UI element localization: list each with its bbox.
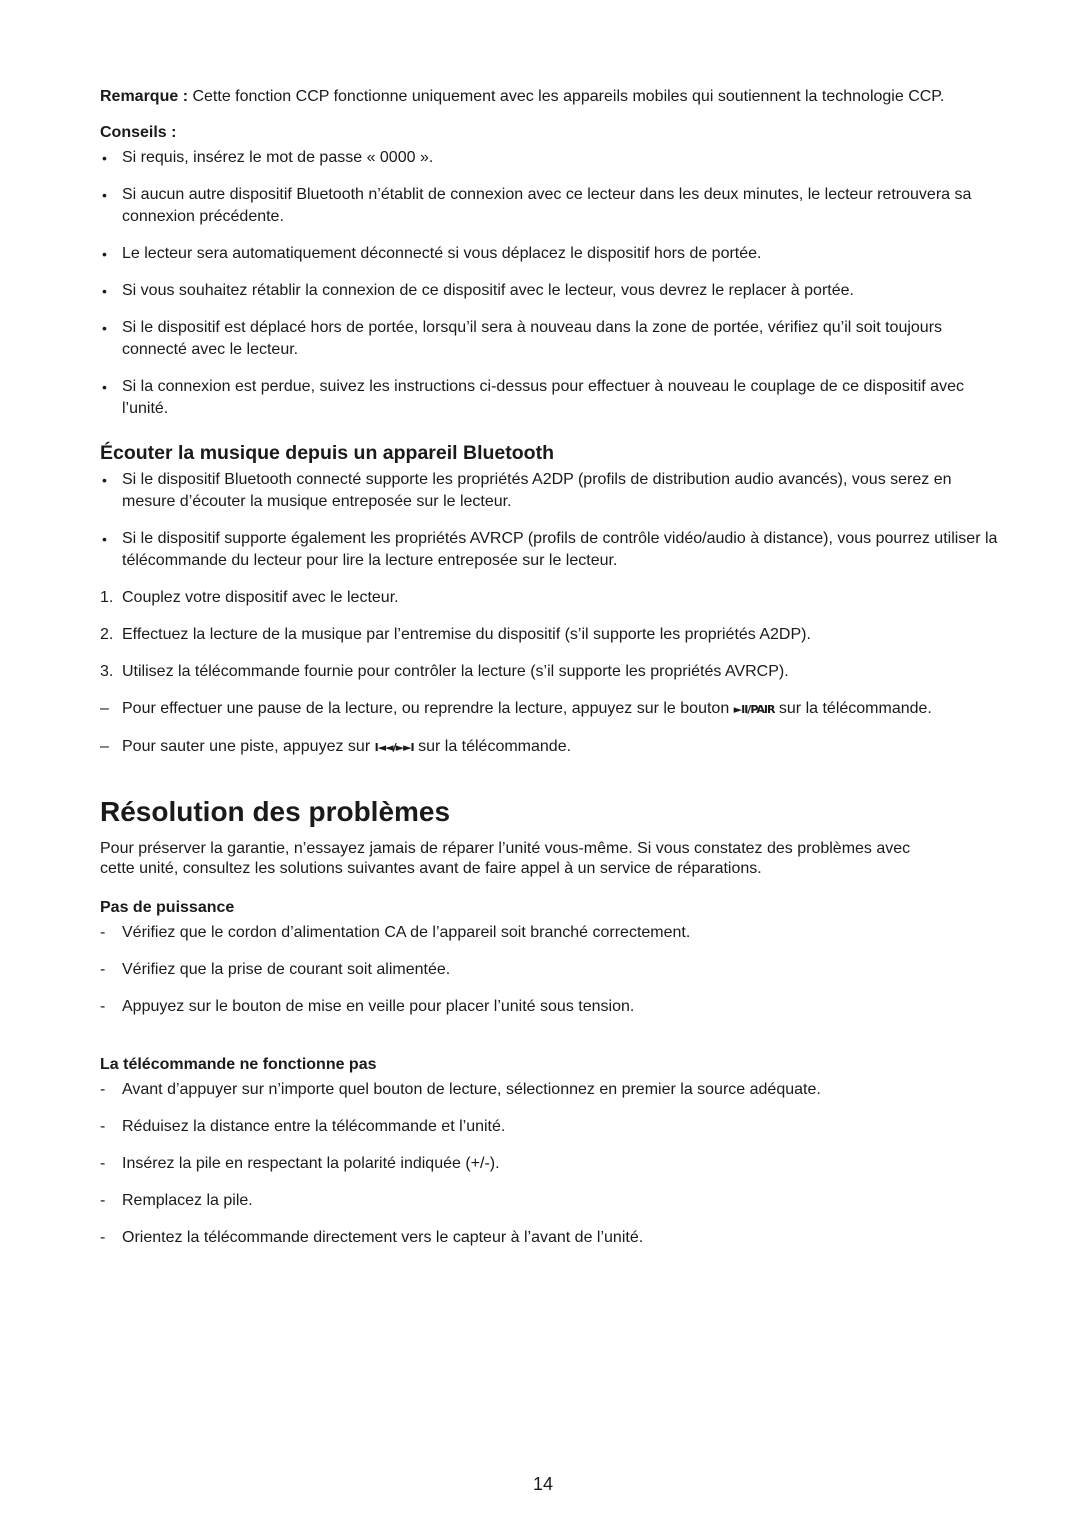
step-item: 3. Utilisez la télécommande fournie pour contrôler la lecture (s’il supporte les propriétés AVRCP).: [100, 661, 1000, 683]
hyphen-marker: -: [100, 1192, 106, 1209]
list-item: - Insérez la pile en respectant la polarité indiquée (+/-).: [100, 1153, 1000, 1175]
list-item: - Orientez la télécommande directement vers le capteur à l’avant de l’unité.: [100, 1227, 1000, 1249]
bullet-marker: •: [102, 246, 107, 262]
list-item: - Remplacez la pile.: [100, 1190, 1000, 1212]
remote-list: [100, 1079, 1000, 1249]
no-power-list: [100, 922, 1000, 1018]
skip-track-button-label: I◄◄/►►I: [374, 741, 414, 754]
tips-label: Conseils :: [100, 124, 177, 141]
list-item: • Si le dispositif Bluetooth connecté supporte les propriétés A2DP (profils de distribution audio avancés), vous serez en mesure d’écouter la musique entreposée sur le lecteur.: [102, 471, 952, 510]
manual-page: [100, 86, 1000, 1249]
list-item: – Pour sauter une piste, appuyez sur I◄◄/►►I sur la télécommande.: [100, 736, 1000, 759]
list-item: - Vérifiez que le cordon d’alimentation CA de l’appareil soit branché correctement.: [100, 922, 1000, 944]
list-item: • Le lecteur sera automatiquement déconnecté si vous déplacez le dispositif hors de portée.: [100, 243, 1000, 265]
step-item: 1. Couplez votre dispositif avec le lecteur.: [100, 587, 1000, 609]
hyphen-marker: -: [100, 961, 106, 978]
dash-marker: –: [100, 700, 109, 717]
bluetooth-music-heading: Écouter la musique depuis un appareil Bluetooth: [100, 442, 554, 464]
ccp-note: [100, 86, 1000, 108]
list-item: - Vérifiez que la prise de courant soit alimentée.: [100, 959, 1000, 981]
tips-list: [100, 147, 1000, 420]
list-item: • Si vous souhaitez rétablir la connexion de ce dispositif avec le lecteur, vous devrez le replacer à portée.: [100, 280, 1000, 302]
list-item: • Si requis, insérez le mot de passe « 0000 ».: [100, 147, 1000, 169]
list-item: - Avant d’appuyer sur n’importe quel bouton de lecture, sélectionnez en premier la source adéquate.: [100, 1079, 1000, 1101]
bullet-marker: •: [102, 472, 107, 488]
list-item: – Pour effectuer une pause de la lecture, ou reprendre la lecture, appuyez sur le bouton ►II/PAIR sur la télécommande.: [100, 698, 1000, 721]
bullet-marker: •: [102, 150, 107, 166]
bullet-marker: •: [102, 379, 107, 395]
hyphen-marker: -: [100, 1081, 106, 1098]
bluetooth-substeps: [100, 698, 1000, 759]
step-number: 3.: [100, 663, 114, 680]
step-item: 2. Effectuez la lecture de la musique par l’entremise du dispositif (s’il supporte les propriétés A2DP).: [100, 624, 1000, 646]
step-number: 1.: [100, 589, 114, 606]
play-pause-pair-button-label: ►II/PAIR: [733, 703, 775, 716]
hyphen-marker: -: [100, 1229, 106, 1246]
troubleshooting-title: Résolution des problèmes: [100, 796, 451, 827]
no-power-label: Pas de puissance: [100, 899, 235, 916]
list-item: - Appuyez sur le bouton de mise en veille pour placer l’unité sous tension.: [100, 996, 1000, 1018]
list-item: • Si la connexion est perdue, suivez les instructions ci-dessus pour effectuer à nouveau le couplage de ce dispositif avec l’unité.: [102, 378, 964, 417]
bullet-marker: •: [102, 187, 107, 203]
bluetooth-bullets: [100, 469, 1000, 572]
hyphen-marker: -: [100, 998, 106, 1015]
troubleshooting-intro: Pour préserver la garantie, n’essayez jamais de réparer l’unité vous-même. Si vous constatez des problèmes avec cette unité, consultez les solutions suivantes avant de faire appel à un service de réparations.: [100, 840, 911, 877]
list-item: • Si le dispositif est déplacé hors de portée, lorsqu’il sera à nouveau dans la zone de portée, vérifiez qu’il soit toujours connecté avec le lecteur.: [102, 319, 943, 358]
dash-marker: –: [100, 738, 109, 755]
bluetooth-steps: [100, 587, 1000, 683]
bullet-marker: •: [102, 320, 107, 336]
list-item: • Si le dispositif supporte également les propriétés AVRCP (profils de contrôle vidéo/audio à distance), vous pourrez utiliser la télécommande du lecteur pour lire la lecture entreposée sur le lecteur.: [102, 530, 998, 569]
page-number: 14: [532, 1474, 554, 1494]
hyphen-marker: -: [100, 1118, 106, 1135]
note-label: Remarque :: [100, 88, 189, 105]
hyphen-marker: -: [100, 1155, 106, 1172]
note-text: Cette fonction CCP fonctionne uniquement avec les appareils mobiles qui soutiennent la technologie CCP.: [188, 88, 945, 105]
bullet-marker: •: [102, 283, 107, 299]
list-item: - Réduisez la distance entre la télécommande et l’unité.: [100, 1116, 1000, 1138]
remote-label: La télécommande ne fonctionne pas: [100, 1056, 377, 1073]
step-number: 2.: [100, 626, 114, 643]
bullet-marker: •: [102, 531, 107, 547]
hyphen-marker: -: [100, 924, 106, 941]
list-item: • Si aucun autre dispositif Bluetooth n’établit de connexion avec ce lecteur dans les deux minutes, le lecteur retrouvera sa connexion précédente.: [102, 186, 972, 225]
